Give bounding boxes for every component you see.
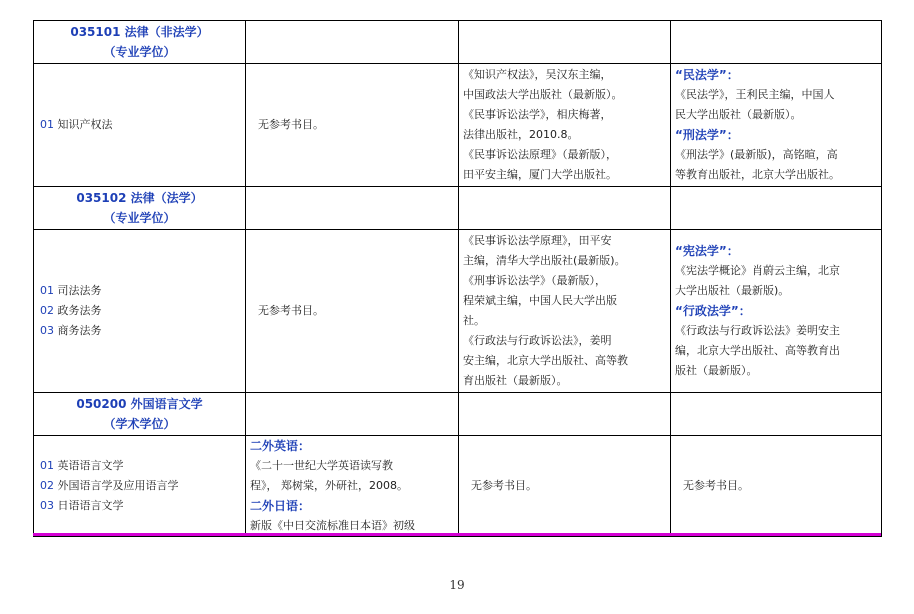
table-bottom-rule xyxy=(33,533,881,536)
section-header-row xyxy=(34,393,882,436)
directions-cell xyxy=(34,230,246,393)
direction-item: 01 司法法务 xyxy=(40,284,102,297)
section-body-row xyxy=(34,230,882,393)
exam-refs-cell xyxy=(246,230,459,393)
subject-heading: 二外日语： xyxy=(250,499,311,513)
exam-refs-text: 无参考书目。 xyxy=(258,118,324,131)
direction-item: 02 外国语言学及应用语言学 xyxy=(40,479,179,492)
direction-item: 02 政务法务 xyxy=(40,304,102,317)
ref-line: 《刑法学》(最新版)，高铭暄，高 xyxy=(675,148,838,161)
program-code: 035102 法律（法学） xyxy=(76,191,203,205)
section-header-row xyxy=(34,21,882,64)
subject-heading: “宪法学”： xyxy=(675,244,739,258)
ref-line: 《行政法与行政诉讼法》，姜明 xyxy=(463,334,612,347)
second-language-cell xyxy=(246,436,459,537)
empty-cell xyxy=(671,187,882,230)
direction-item: 03 商务法务 xyxy=(40,324,102,337)
exam-refs-cell xyxy=(246,64,459,187)
section-body-row xyxy=(34,64,882,187)
ref-line: 《知识产权法》，吴汉东主编， xyxy=(463,68,612,81)
ref-line: 程》， 郑树棠，外研社，2008。 xyxy=(250,479,408,492)
empty-cell xyxy=(671,21,882,64)
ref-line: 田平安主编，厦门大学出版社。 xyxy=(463,168,617,181)
additional-subjects-cell xyxy=(671,436,882,537)
subject-heading: “行政法学”： xyxy=(675,304,751,318)
ref-line: 育出版社（最新版）。 xyxy=(463,374,568,387)
empty-cell xyxy=(459,187,671,230)
program-header xyxy=(34,393,246,436)
degree-type: （学术学位） xyxy=(103,417,176,431)
program-code: 050200 外国语言文学 xyxy=(76,397,203,411)
program-header xyxy=(34,21,246,64)
section-body-row xyxy=(34,436,882,537)
ref-line: 版社（最新版）。 xyxy=(675,364,758,377)
direction-item: 01 知识产权法 xyxy=(40,118,113,131)
program-header xyxy=(34,187,246,230)
ref-line: 程荣斌主编，中国人民大学出版 xyxy=(463,294,617,307)
additional-subjects-cell xyxy=(671,230,882,393)
ref-line: 《二十一世纪大学英语读写教 xyxy=(250,459,393,472)
ref-line: 法律出版社，2010.8。 xyxy=(463,128,579,141)
ref-line: 《民法学》，王利民主编，中国人 xyxy=(675,88,835,101)
subject-heading: 二外英语： xyxy=(250,439,311,453)
ref-line: 《民事诉讼法学》，相庆梅著， xyxy=(463,108,612,121)
catalog-table xyxy=(33,20,881,534)
directions-cell xyxy=(34,436,246,537)
directions-cell xyxy=(34,64,246,187)
empty-cell xyxy=(246,187,459,230)
ref-line: 等教育出版社，北京大学出版社。 xyxy=(675,168,840,181)
ref-line: 安主编，北京大学出版社、高等教 xyxy=(463,354,628,367)
ref-line: 《民事诉讼法学原理》，田平安 xyxy=(463,234,612,247)
ref-line: 新版《中日交流标准日本语》初级 xyxy=(250,519,415,532)
reference-books-cell xyxy=(459,436,671,537)
ref-line: 《行政法与行政诉讼法》姜明安主 xyxy=(675,324,840,337)
ref-line: 《民事诉讼法原理》（最新版）， xyxy=(463,148,617,161)
no-refs-text: 无参考书目。 xyxy=(683,479,749,492)
empty-cell xyxy=(671,393,882,436)
empty-cell xyxy=(459,21,671,64)
direction-item: 03 日语语言文学 xyxy=(40,499,124,512)
exam-refs-text: 无参考书目。 xyxy=(258,304,324,317)
no-refs-text: 无参考书目。 xyxy=(471,479,537,492)
section-header-row xyxy=(34,187,882,230)
empty-cell xyxy=(246,393,459,436)
empty-cell xyxy=(246,21,459,64)
direction-item: 01 英语语言文学 xyxy=(40,459,124,472)
degree-type: （专业学位） xyxy=(103,45,176,59)
subject-heading: “民法学”： xyxy=(675,68,739,82)
ref-line: 民大学出版社（最新版）。 xyxy=(675,108,802,121)
page-number: 19 xyxy=(449,578,465,592)
ref-line: 大学出版社（最新版)。 xyxy=(675,284,790,297)
ref-line: 社。 xyxy=(463,314,485,327)
empty-cell xyxy=(459,393,671,436)
reference-books-cell xyxy=(459,230,671,393)
program-code: 035101 法律（非法学） xyxy=(70,25,209,39)
subject-heading: “刑法学”： xyxy=(675,128,739,142)
ref-line: 编，北京大学出版社、高等教育出 xyxy=(675,344,840,357)
reference-books-cell xyxy=(459,64,671,187)
ref-line: 《宪法学概论》肖蔚云主编，北京 xyxy=(675,264,840,277)
degree-type: （专业学位） xyxy=(103,211,176,225)
ref-line: 主编，清华大学出版社(最新版)。 xyxy=(463,254,626,267)
ref-line: 《刑事诉讼法学》（最新版）， xyxy=(463,274,606,287)
ref-line: 中国政法大学出版社（最新版）。 xyxy=(463,88,623,101)
additional-subjects-cell xyxy=(671,64,882,187)
